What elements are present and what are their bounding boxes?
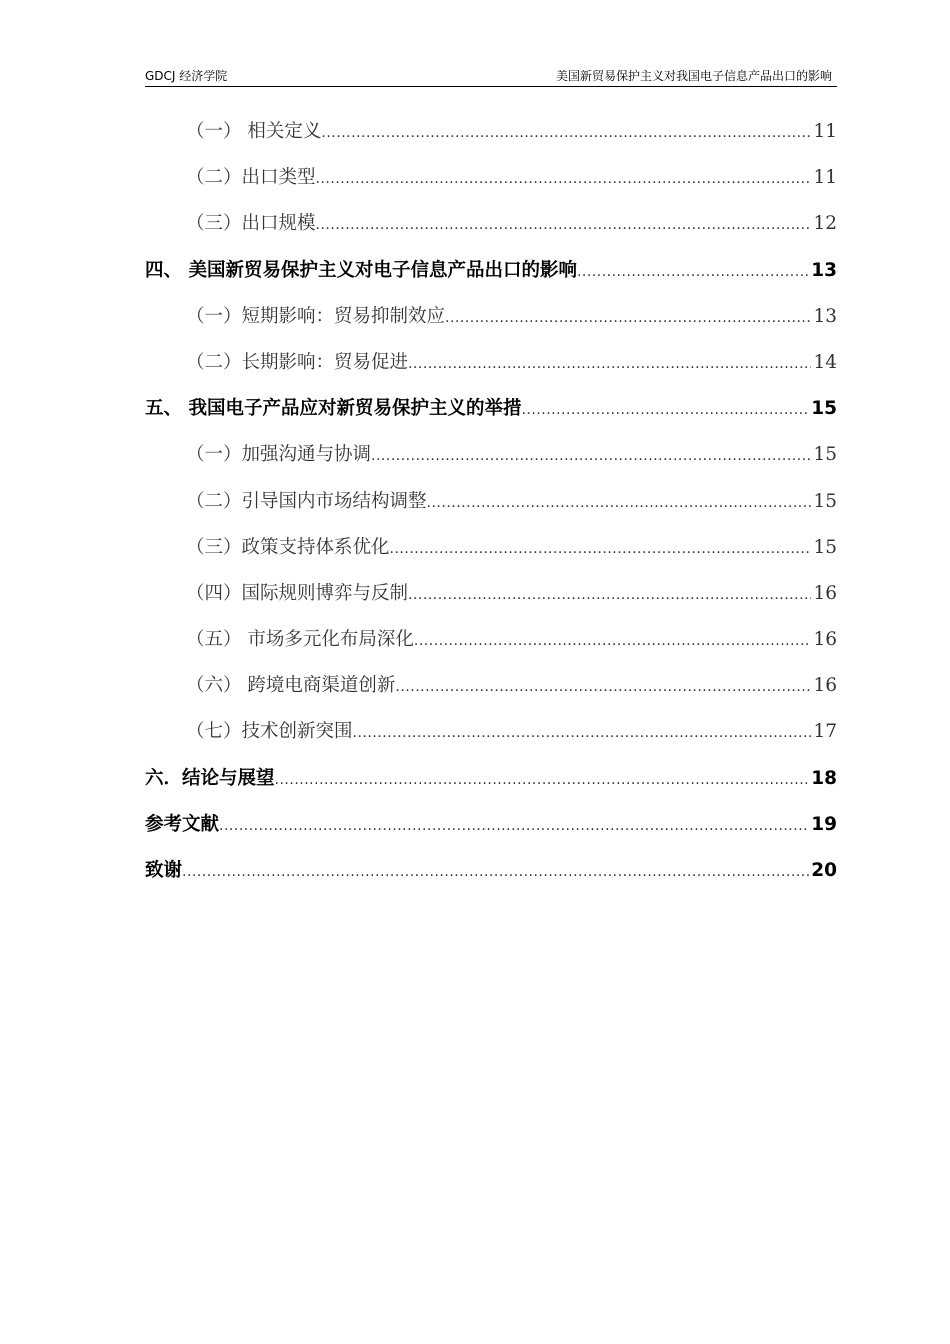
- toc-entry[interactable]: [145, 525, 837, 571]
- toc-entry[interactable]: [145, 756, 837, 802]
- toc-entry-label: （三）政策支持体系优化: [186, 536, 390, 558]
- toc-entry[interactable]: [145, 294, 837, 340]
- toc-entry-label: 六．结论与展望: [145, 767, 275, 789]
- toc-leader-dots: [316, 156, 812, 201]
- toc-entry-label: （五） 市场多元化布局深化: [186, 629, 414, 651]
- toc-entry[interactable]: [145, 571, 837, 617]
- toc-entry-page: 13: [813, 305, 837, 327]
- toc-entry-label: （二）长期影响：贸易促进: [186, 351, 409, 373]
- header-institution: GDCJ 经济学院: [145, 69, 228, 83]
- toc-entry-page: 14: [813, 351, 837, 373]
- toc-entry-page: 11: [813, 121, 837, 142]
- toc-entry[interactable]: [145, 848, 837, 894]
- toc-entry-label: 五、 我国电子产品应对新贸易保护主义的举措: [145, 398, 522, 420]
- toc-leader-dots: [395, 664, 811, 709]
- toc-entry-page: 13: [811, 259, 837, 281]
- toc-entry-label: （三）出口规模: [186, 213, 316, 235]
- toc-entry-label: （六） 跨境电商渠道创新: [186, 675, 396, 697]
- toc-leader-dots: [353, 710, 812, 755]
- toc-entry[interactable]: [145, 479, 837, 525]
- toc-leader-dots: [445, 295, 811, 340]
- toc-entry[interactable]: [145, 340, 837, 386]
- toc-entry-page: 11: [813, 167, 837, 189]
- table-of-contents: [145, 109, 837, 894]
- toc-entry[interactable]: [145, 709, 837, 755]
- toc-entry-page: 18: [811, 767, 837, 789]
- toc-entry-label: （二）引导国内市场结构调整: [186, 490, 427, 512]
- toc-leader-dots: [521, 387, 809, 432]
- page-header: [145, 66, 837, 87]
- toc-leader-dots: [577, 249, 809, 294]
- toc-leader-dots: [321, 110, 811, 155]
- toc-leader-dots: [182, 849, 809, 894]
- toc-leader-dots: [408, 572, 811, 617]
- toc-entry[interactable]: [145, 386, 837, 432]
- header-thesis-title: 美国新贸易保护主义对我国电子信息产品出口的影响: [555, 69, 832, 83]
- toc-entry-page: 17: [813, 721, 837, 743]
- toc-leader-dots: [371, 433, 811, 478]
- toc-entry[interactable]: [145, 248, 837, 294]
- toc-leader-dots: [275, 757, 810, 802]
- toc-leader-dots: [427, 480, 812, 525]
- toc-entry[interactable]: [145, 617, 837, 663]
- toc-leader-dots: [414, 618, 812, 663]
- toc-entry-label: （一）加强沟通与协调: [186, 444, 372, 466]
- toc-entry-label: （二）出口类型: [186, 167, 316, 189]
- toc-entry-page: 12: [813, 213, 837, 235]
- toc-entry-page: 15: [813, 444, 837, 466]
- toc-entry-label: 四、 美国新贸易保护主义对电子信息产品出口的影响: [145, 259, 577, 281]
- toc-entry-label: （七）技术创新突围: [186, 721, 353, 743]
- toc-leader-dots: [219, 803, 809, 848]
- toc-entry-page: 16: [813, 629, 837, 651]
- toc-entry-page: 19: [811, 813, 837, 835]
- toc-entry-label: 参考文献: [145, 813, 220, 835]
- toc-entry[interactable]: [145, 155, 837, 201]
- toc-entry-page: 16: [813, 582, 837, 604]
- toc-entry[interactable]: [145, 109, 837, 155]
- toc-entry[interactable]: [145, 201, 837, 247]
- toc-entry-label: （一） 相关定义: [186, 121, 322, 142]
- toc-entry[interactable]: [145, 802, 837, 848]
- toc-entry-label: 致谢: [145, 860, 183, 881]
- toc-entry-page: 16: [813, 675, 837, 697]
- toc-entry-page: 15: [813, 536, 837, 558]
- toc-leader-dots: [408, 341, 811, 386]
- toc-entry-label: （一）短期影响：贸易抑制效应: [186, 305, 446, 327]
- toc-leader-dots: [390, 526, 812, 571]
- toc-leader-dots: [316, 202, 812, 247]
- toc-entry-label: （四）国际规则博弈与反制: [186, 582, 409, 604]
- toc-entry-page: 15: [813, 490, 837, 512]
- toc-entry[interactable]: [145, 432, 837, 478]
- toc-entry[interactable]: [145, 663, 837, 709]
- toc-entry-page: 15: [811, 398, 837, 420]
- toc-entry-page: 20: [811, 860, 837, 881]
